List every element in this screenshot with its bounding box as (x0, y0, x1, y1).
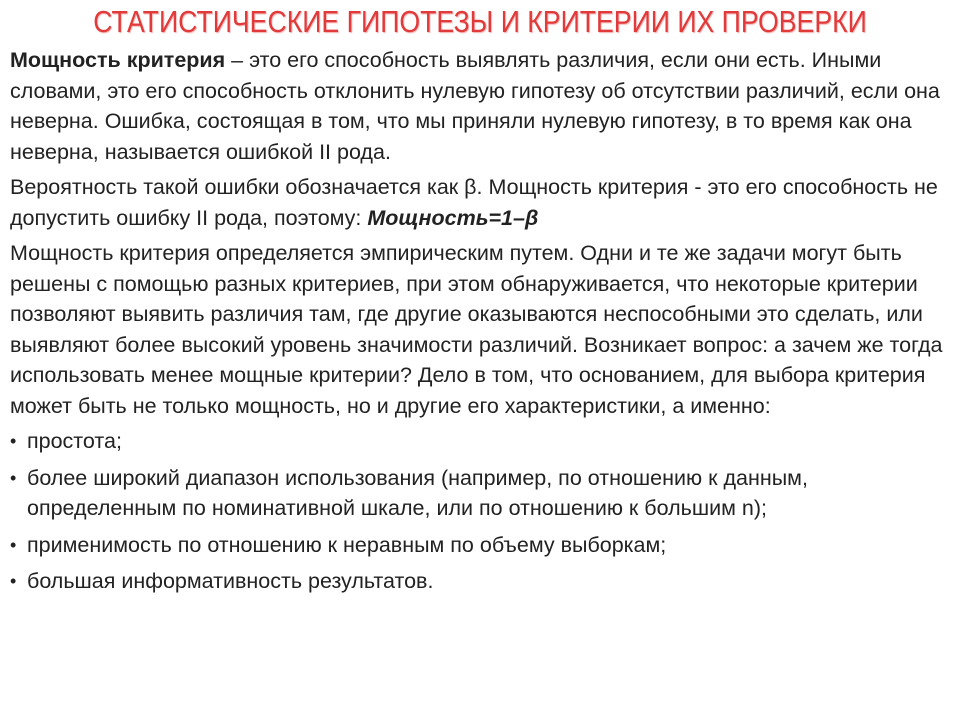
list-item-text: большая информативность результатов. (27, 569, 434, 593)
bullet-icon: • (10, 467, 17, 488)
list-item (10, 530, 950, 561)
bullet-icon: • (10, 571, 17, 591)
power-formula: Мощность=1–β (367, 205, 539, 230)
slide-title: СТАТИСТИЧЕСКИЕ ГИПОТЕЗЫ И КРИТЕРИИ ИХ ПРОВЕРКИ (93, 4, 867, 39)
criteria-characteristics-list (10, 426, 950, 597)
slide-body (10, 45, 950, 603)
power-definition-text: – это его способность выявлять различия, если они есть. Иными словами, это его способность отклонить нулевую гипотезу об отсутствии различий, если она неверна. Ошибка, состоящая в том, что мы приняли нулевую гипотезу, в то время как она неверна, называется ошибкой II рода. (10, 48, 940, 164)
empirical-text: Мощность критерия определяется эмпирическим путем. Одни и те же задачи могут быть решены с помощью разных критериев, при этом обнаруживается, что некоторые критерии позволяют выявить различия там, где другие оказываются неспособными это сделать, или выявляют более высокий уровень значимости различий. Возникает вопрос: а зачем же тогда использовать менее мощные критерии? Дело в том, что основанием, для выбора критерия может быть не только мощность, но и другие его характеристики, а именно: (10, 241, 943, 418)
bullet-icon: • (10, 534, 17, 555)
list-item-text: применимость по отношению к неравным по объему выборкам; (27, 532, 667, 557)
term-power: Мощность критерия (10, 48, 226, 72)
paragraph-beta-error (10, 172, 950, 233)
paragraph-power-definition (10, 45, 950, 167)
list-item-text: простота; (27, 429, 122, 453)
list-item (10, 463, 950, 524)
paragraph-empirical (10, 238, 950, 421)
beta-error-text: Вероятность такой ошибки обозначается как β. Мощность критерия - это его способность не допустить ошибку II рода, поэтому: (10, 175, 938, 230)
list-item (10, 566, 950, 597)
list-item (10, 426, 950, 457)
list-item-text: более широкий диапазон использования (например, по отношению к данным, определенным по номинативной шкале, или по отношению к большим n); (27, 465, 808, 520)
bullet-icon: • (10, 431, 17, 451)
